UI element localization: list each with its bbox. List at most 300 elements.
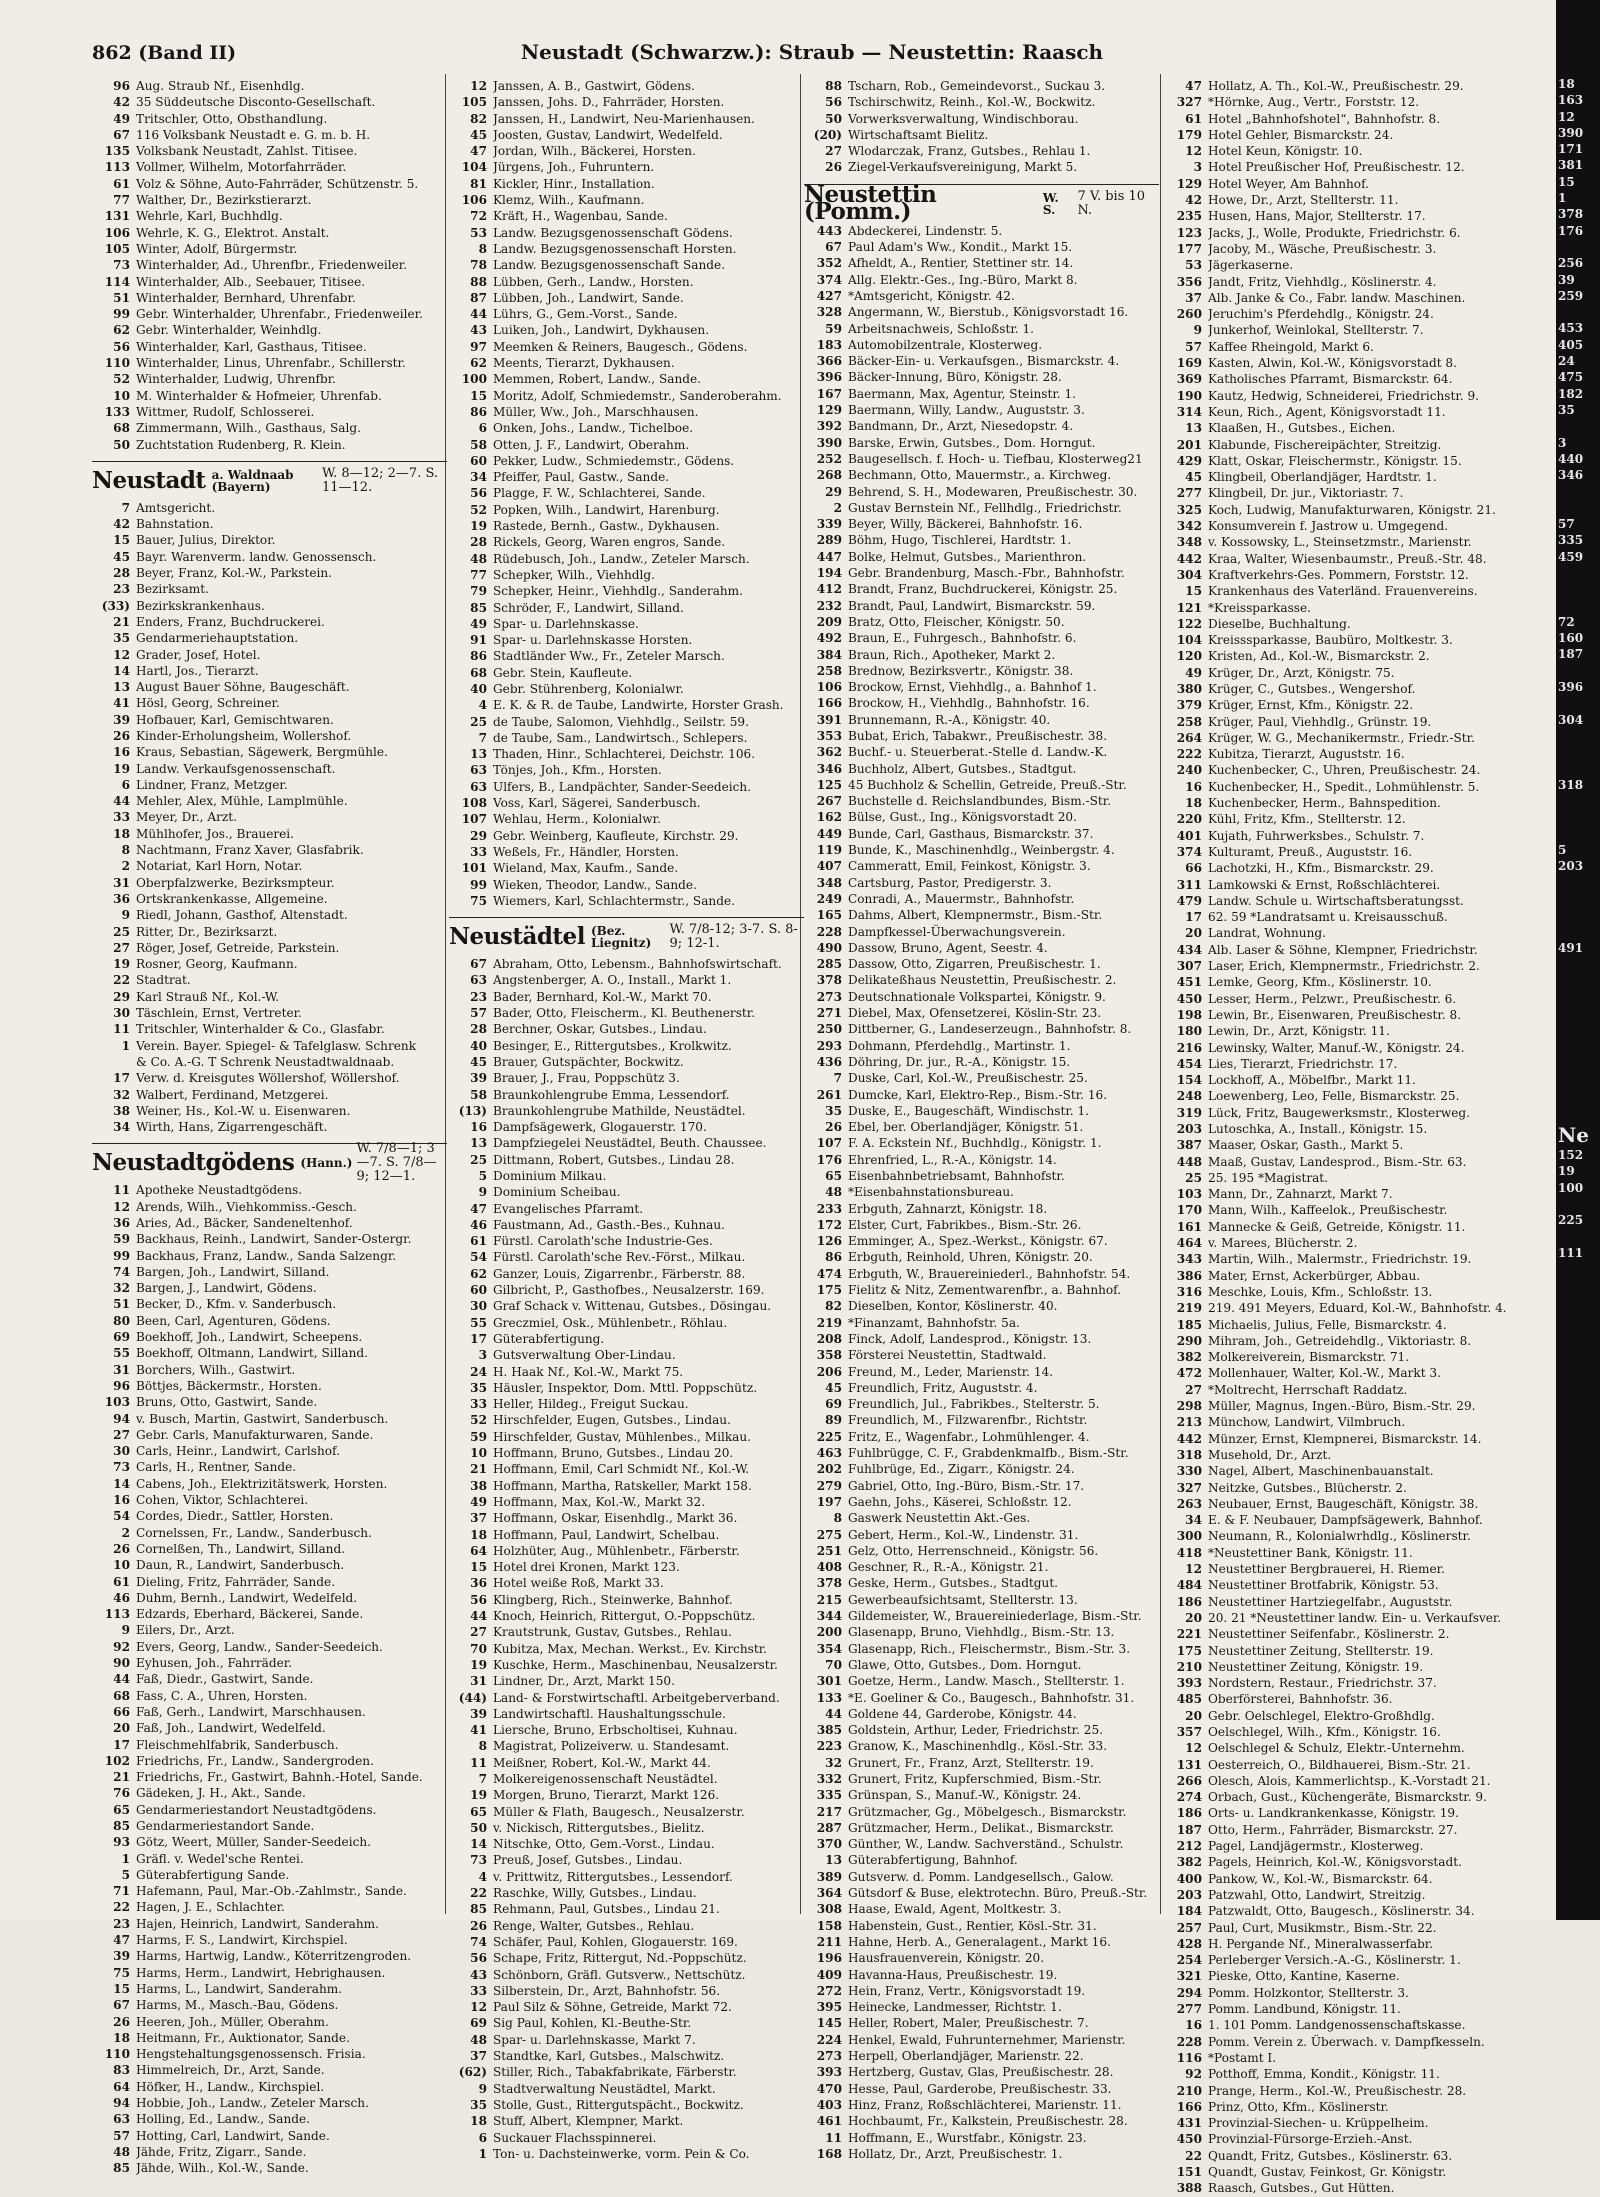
- phone-number: 354: [816, 1641, 842, 1656]
- phone-number: (62): [458, 2065, 487, 2080]
- phone-number: 328: [816, 305, 842, 320]
- directory-entry: [804, 679, 1159, 695]
- directory-entry: [804, 1657, 1159, 1673]
- directory-entry: [92, 972, 447, 988]
- phone-number: 442: [1176, 551, 1202, 566]
- directory-entry: [1164, 1121, 1519, 1137]
- subscriber-name: Wittmer, Rudolf, Schlosserei.: [136, 404, 315, 419]
- phone-number: 79: [470, 584, 487, 599]
- directory-entry: [1164, 1854, 1519, 1870]
- phone-number: 267: [816, 794, 842, 809]
- town-name: Neustettin (Pomm.): [804, 181, 937, 225]
- adjacent-page-number: [1558, 1196, 1600, 1212]
- phone-number: 13: [470, 747, 487, 762]
- phone-number: 6: [478, 2130, 487, 2145]
- phone-number: 22: [113, 1900, 130, 1915]
- phone-number: 63: [470, 779, 487, 794]
- subscriber-name: Finck, Adolf, Landesprod., Königstr. 13.: [848, 1331, 1092, 1346]
- subscriber-name: Meißner, Robert, Kol.-W., Markt 44.: [493, 1755, 711, 1770]
- directory-entry: [92, 1378, 447, 1394]
- directory-entry: [449, 225, 804, 241]
- phone-number: 6: [121, 777, 130, 792]
- phone-number: 180: [1176, 1024, 1202, 1039]
- adjacent-page-number: 453: [1558, 321, 1584, 336]
- subscriber-name: Beyer, Willy, Bäckerei, Bahnhofstr. 16.: [848, 517, 1083, 532]
- subscriber-name: Granow, K., Maschinenhdlg., Kösl.-Str. 33.: [848, 1739, 1108, 1754]
- directory-entry: [449, 1135, 804, 1151]
- adjacent-page-number: 440: [1558, 451, 1584, 466]
- directory-entry: [1164, 991, 1519, 1007]
- phone-number: 15: [470, 388, 487, 403]
- phone-number: 261: [816, 1087, 842, 1102]
- subscriber-name: 219. 491 Meyers, Eduard, Kol.-W., Bahnhofstr. 4.: [1208, 1301, 1507, 1316]
- directory-entry: [449, 746, 804, 762]
- subscriber-name: Fürstl. Carolath'sche Rev.-Först., Milkau.: [493, 1250, 746, 1265]
- subscriber-name: Schepker, Wilh., Viehhdlg.: [493, 567, 655, 582]
- directory-entry: [449, 1738, 804, 1754]
- subscriber-name: Friedrichs, Fr., Landw., Sandergroden.: [136, 1753, 374, 1768]
- directory-entry: [449, 518, 804, 534]
- subscriber-name: Bargen, J., Landwirt, Gödens.: [136, 1281, 317, 1296]
- directory-entry: [804, 1087, 1159, 1103]
- subscriber-name: Jähde, Fritz, Zigarr., Sande.: [136, 2144, 307, 2159]
- subscriber-name: Gutsverw. d. Pomm. Landgesellsch., Galow.: [848, 1869, 1114, 1884]
- subscriber-name: 45 Buchholz & Schellin, Getreide, Preuß.-Str.: [848, 777, 1127, 792]
- phone-number: 37: [1185, 290, 1202, 305]
- phone-number: 108: [461, 796, 487, 811]
- directory-entry: [804, 1298, 1159, 1314]
- adjacent-page-number: [1558, 1375, 1600, 1391]
- adjacent-page-number: [1558, 907, 1600, 923]
- phone-number: 101: [461, 861, 487, 876]
- subscriber-name: Knoch, Heinrich, Rittergut, O.-Poppschütz.: [493, 1609, 756, 1624]
- directory-entry: [449, 1282, 804, 1298]
- phone-number: 17: [113, 1071, 130, 1086]
- subscriber-name: Otto, Herm., Fahrräder, Bismarckstr. 27.: [1208, 1822, 1458, 1837]
- subscriber-name: Lück, Fritz, Baugewerksmstr., Klosterweg.: [1208, 1105, 1470, 1120]
- subscriber-name: Dampfkessel-Überwachungsverein.: [848, 924, 1066, 939]
- directory-entry: [92, 1459, 447, 1475]
- directory-entry: [449, 1429, 804, 1445]
- directory-entry: [449, 2032, 804, 2048]
- subscriber-name: Gendarmeriestandort Sande.: [136, 1818, 315, 1833]
- phone-number: 107: [461, 812, 487, 827]
- directory-entry: [804, 1135, 1159, 1151]
- phone-number: 168: [816, 2146, 842, 2161]
- directory-entry: [1164, 1708, 1519, 1724]
- directory-entry: [1164, 159, 1519, 175]
- adjacent-page-number: [1558, 1277, 1600, 1293]
- phone-number: 106: [104, 225, 130, 240]
- subscriber-name: Oberpfalzwerke, Bezirksmpteur.: [136, 875, 335, 890]
- subscriber-name: Stadtverwaltung Neustädtel, Markt.: [493, 2081, 716, 2096]
- directory-entry: [449, 502, 804, 518]
- phone-number: 126: [816, 1234, 842, 1249]
- directory-entry: [449, 143, 804, 159]
- phone-number: 81: [470, 176, 487, 191]
- directory-entry: [804, 598, 1159, 614]
- adjacent-page-number: [1558, 1086, 1600, 1102]
- phone-number: 73: [113, 1460, 130, 1475]
- phone-number: 7: [478, 1771, 487, 1786]
- directory-entry: [804, 1347, 1159, 1363]
- subscriber-name: Dittmann, Robert, Gutsbes., Lindau 28.: [493, 1152, 735, 1167]
- directory-entry: [449, 989, 804, 1005]
- phone-number: 46: [113, 1590, 130, 1605]
- subscriber-name: Gütsdorf & Buse, elektrotechn. Büro, Preuß.-Str.: [848, 1886, 1148, 1901]
- subscriber-name: v. Nickisch, Rittergutsbes., Bielitz.: [493, 1820, 705, 1835]
- phone-number: 24: [470, 1364, 487, 1379]
- directory-entry: [449, 1087, 804, 1103]
- phone-number: 104: [461, 160, 487, 175]
- directory-entry: [804, 94, 1159, 110]
- subscriber-name: Jähde, Wilh., Kol.-W., Sande.: [136, 2161, 309, 2176]
- subscriber-name: Bruns, Otto, Gastwirt, Sande.: [136, 1395, 318, 1410]
- directory-entry: [92, 1411, 447, 1427]
- subscriber-name: Buchstelle d. Reichslandbundes, Bism.-Str.: [848, 794, 1112, 809]
- subscriber-name: Besinger, E., Rittergutsbes., Krolkwitz.: [493, 1038, 732, 1053]
- subscriber-name: Münzer, Ernst, Klempnerei, Bismarckstr. 14.: [1208, 1431, 1482, 1446]
- directory-entry: [804, 2113, 1159, 2129]
- directory-entry: [804, 565, 1159, 581]
- subscriber-name: Schäfer, Paul, Kohlen, Glogauerstr. 169.: [493, 1934, 738, 1949]
- adjacent-page-number: [1558, 956, 1600, 972]
- directory-entry: [92, 516, 447, 532]
- directory-entry: [1164, 339, 1519, 355]
- subscriber-name: H. Pergande Nf., Mineralwasserfabr.: [1208, 1936, 1434, 1951]
- directory-entry: [449, 616, 804, 632]
- adjacent-page-number: 5: [1558, 842, 1567, 857]
- directory-entry: [1164, 1072, 1519, 1088]
- directory-entry: [804, 1608, 1159, 1624]
- directory-entry: [92, 420, 447, 436]
- directory-entry: [804, 386, 1159, 402]
- subscriber-name: Tschirschwitz, Reinh., Kol.-W., Bockwitz.: [848, 95, 1096, 110]
- phone-number: 73: [470, 1853, 487, 1868]
- phone-number: 60: [470, 1283, 487, 1298]
- directory-entry: [804, 435, 1159, 451]
- subscriber-name: Neubauer, Ernst, Baugeschäft, Königstr. 38.: [1208, 1496, 1479, 1511]
- directory-entry: [449, 893, 804, 909]
- directory-entry: [92, 598, 447, 614]
- adjacent-page-number: 163: [1558, 93, 1584, 108]
- directory-entry: [804, 1005, 1159, 1021]
- phone-number: 223: [816, 1739, 842, 1754]
- phone-number: 201: [1176, 437, 1202, 452]
- subscriber-name: Fass, C. A., Uhren, Horsten.: [136, 1688, 308, 1703]
- subscriber-name: Dieselben, Kontor, Köslinerstr. 40.: [848, 1299, 1058, 1314]
- subscriber-name: Suckauer Flachsspinnerei.: [493, 2130, 657, 2145]
- phone-number: 225: [816, 1429, 842, 1444]
- subscriber-name: Hagen, J. E., Schlachter.: [136, 1900, 285, 1915]
- phone-number: 287: [816, 1820, 842, 1835]
- directory-entry: [1164, 2148, 1519, 2164]
- phone-number: 44: [113, 794, 130, 809]
- directory-entry: [804, 2146, 1159, 2162]
- subscriber-name: Wiemers, Karl, Schlachtermstr., Sande.: [493, 893, 735, 908]
- subscriber-name: Lührs, G., Gem.-Vorst., Sande.: [493, 307, 678, 322]
- phone-number: 386: [1176, 1268, 1202, 1283]
- directory-entry: [1164, 697, 1519, 713]
- phone-number: 391: [816, 712, 842, 727]
- phone-number: 56: [113, 339, 130, 354]
- directory-entry: [449, 1461, 804, 1477]
- phone-number: 31: [470, 1674, 487, 1689]
- directory-entry: [92, 1606, 447, 1622]
- directory-entry: [449, 1722, 804, 1738]
- directory-entry: [804, 1038, 1159, 1054]
- directory-entry: [1164, 1414, 1519, 1430]
- phone-number: 219: [816, 1315, 842, 1330]
- directory-entry: [1164, 1789, 1519, 1805]
- phone-number: 448: [1176, 1154, 1202, 1169]
- phone-number: 92: [113, 1639, 130, 1654]
- subscriber-name: *Moltrecht, Herrschaft Raddatz.: [1208, 1382, 1408, 1397]
- phone-number: 33: [470, 844, 487, 859]
- directory-entry: [1164, 583, 1519, 599]
- subscriber-name: Spar- u. Darlehnskasse, Markt 7.: [493, 2032, 696, 2047]
- directory-entry: [92, 290, 447, 306]
- subscriber-name: Harms, Hartwig, Landw., Köterritzengroden.: [136, 1949, 412, 1964]
- phone-number: 3: [478, 1348, 487, 1363]
- subscriber-name: Hajen, Heinrich, Landwirt, Sanderahm.: [136, 1916, 379, 1931]
- phone-number: 183: [816, 337, 842, 352]
- phone-number: 45: [113, 549, 130, 564]
- directory-entry: [449, 1706, 804, 1722]
- adjacent-page-number: 203: [1558, 859, 1584, 874]
- phone-number: (33): [101, 598, 130, 613]
- directory-entry: [449, 1217, 804, 1233]
- subscriber-name: *Hörnke, Aug., Vertr., Forststr. 12.: [1208, 95, 1420, 110]
- subscriber-name: Mihram, Joh., Getreidehdlg., Viktoriastr. 8.: [1208, 1333, 1472, 1348]
- subscriber-name: Heller, Hildeg., Freigut Suckau.: [493, 1397, 689, 1412]
- directory-entry: [1164, 1871, 1519, 1887]
- subscriber-name: Bechmann, Otto, Mauermstr., a. Kirchweg.: [848, 468, 1112, 483]
- phone-number: 122: [1176, 616, 1202, 631]
- subscriber-name: Oesterreich, O., Bildhauerei, Bism.-Str. 21.: [1208, 1757, 1471, 1772]
- directory-entry: [92, 1005, 447, 1021]
- subscriber-name: *Amtsgericht, Königstr. 42.: [848, 288, 1015, 303]
- subscriber-name: Neustettiner Brotfabrik, Königstr. 53.: [1208, 1578, 1439, 1593]
- subscriber-name: Gabriel, Otto, Ing.-Büro, Bism.-Str. 17.: [848, 1478, 1085, 1493]
- directory-entry: [804, 143, 1159, 159]
- subscriber-name: Lübben, Gerh., Landw., Horsten.: [493, 274, 694, 289]
- phone-number: 40: [470, 1038, 487, 1053]
- phone-number: 77: [113, 193, 130, 208]
- phone-number: 47: [470, 1201, 487, 1216]
- phone-number: 42: [1185, 193, 1202, 208]
- directory-entry: [449, 600, 804, 616]
- directory-entry: [1164, 779, 1519, 795]
- phone-number: 8: [478, 241, 487, 256]
- subscriber-name: Hoffmann, Martha, Ratskeller, Markt 158.: [493, 1478, 752, 1493]
- phone-number: 120: [1176, 649, 1202, 664]
- directory-entry: [449, 2097, 804, 2113]
- phone-number: 97: [470, 339, 487, 354]
- phone-number: 1: [121, 1851, 130, 1866]
- adjacent-page-number: [1558, 483, 1600, 499]
- phone-number: 107: [816, 1136, 842, 1151]
- phone-number: 66: [113, 1704, 130, 1719]
- phone-number: 2: [121, 1525, 130, 1540]
- subscriber-name: Cartsburg, Pastor, Predigerstr. 3.: [848, 875, 1052, 890]
- directory-entry: [1164, 600, 1519, 616]
- directory-entry: [1164, 1952, 1519, 1968]
- column-divider: [1160, 74, 1161, 1914]
- subscriber-name: Erbguth, Zahnarzt, Königstr. 18.: [848, 1201, 1048, 1216]
- subscriber-name: Mannecke & Geiß, Getreide, Königstr. 11.: [1208, 1219, 1466, 1234]
- phone-number: 34: [470, 470, 487, 485]
- directory-entry: [804, 940, 1159, 956]
- directory-entry: [449, 1608, 804, 1624]
- directory-entry: [449, 1168, 804, 1184]
- phone-number: 41: [113, 696, 130, 711]
- phone-number: 27: [113, 940, 130, 955]
- service-hours: W. 8—12; 2—7. S. 11—12.: [321, 465, 439, 495]
- phone-number: 447: [816, 549, 842, 564]
- town-region: (Hann.): [300, 1156, 353, 1171]
- directory-entry: [449, 1038, 804, 1054]
- subscriber-name: Janssen, H., Landwirt, Neu-Marienhausen.: [493, 111, 755, 126]
- directory-entry: [92, 1834, 447, 1850]
- subscriber-name: Harms, M., Masch.-Bau, Gödens.: [136, 1998, 339, 2013]
- phone-number: 378: [816, 973, 842, 988]
- adjacent-page-number: 176: [1558, 223, 1584, 238]
- subscriber-name: Voss, Karl, Sägerei, Sanderbusch.: [493, 796, 701, 811]
- directory-entry: [449, 779, 804, 795]
- directory-entry: [804, 1054, 1159, 1070]
- directory-entry: [1164, 925, 1519, 941]
- directory-entry: [1164, 2050, 1519, 2066]
- directory-entry: [804, 1543, 1159, 1559]
- subscriber-name: Lamkowski & Ernst, Roßschlächterei.: [1208, 877, 1441, 892]
- phone-number: 9: [1193, 323, 1202, 338]
- phone-number: 32: [113, 1087, 130, 1102]
- adjacent-page-number: 24: [1558, 354, 1575, 369]
- directory-entry: [804, 1201, 1159, 1217]
- subscriber-name: Hesse, Paul, Garderobe, Preußischestr. 33.: [848, 2081, 1112, 2096]
- phone-number: 39: [113, 1949, 130, 1964]
- phone-number: 68: [113, 421, 130, 436]
- phone-number: 16: [113, 1493, 130, 1508]
- phone-number: 9: [121, 908, 130, 923]
- directory-entry: [92, 355, 447, 371]
- phone-number: 327: [1176, 1480, 1202, 1495]
- directory-entry: [449, 972, 804, 988]
- phone-number: 321: [1176, 1969, 1202, 1984]
- phone-number: 252: [816, 451, 842, 466]
- subscriber-name: Fritz, E., Wagenfabr., Lohmühlenger. 4.: [848, 1429, 1090, 1444]
- phone-number: 35: [825, 1103, 842, 1118]
- directory-entry: [1164, 632, 1519, 648]
- subscriber-name: Mann, Wilh., Kaffeelok., Preußischestr.: [1208, 1203, 1448, 1218]
- phone-number: 43: [470, 323, 487, 338]
- directory-entry: [1164, 1757, 1519, 1773]
- directory-entry: [449, 1575, 804, 1591]
- phone-number: 77: [470, 567, 487, 582]
- phone-number: 26: [470, 1918, 487, 1933]
- phone-number: 68: [113, 1688, 130, 1703]
- phone-number: 228: [1176, 2034, 1202, 2049]
- phone-number: 362: [816, 745, 842, 760]
- subscriber-name: Faustmann, Ad., Gasth.-Bes., Kuhnau.: [493, 1217, 726, 1232]
- directory-entry: [1164, 1268, 1519, 1284]
- subscriber-name: Bubat, Erich, Tabakwr., Preußischestr. 38.: [848, 728, 1108, 743]
- adjacent-page-number: 19: [1558, 1164, 1575, 1179]
- subscriber-name: Mühlhofer, Jos., Brauerei.: [136, 826, 295, 841]
- phone-number: 409: [816, 1967, 842, 1982]
- phone-number: 18: [113, 2030, 130, 2045]
- phone-number: 21: [113, 1770, 130, 1785]
- phone-number: 38: [113, 1103, 130, 1118]
- subscriber-name: Bargen, Joh., Landwirt, Silland.: [136, 1264, 330, 1279]
- subscriber-name: Gebr. Stührenberg, Kolonialwr.: [493, 681, 684, 696]
- directory-entry: [804, 288, 1159, 304]
- subscriber-name: Kuschke, Herm., Maschinenbau, Neusalzerstr.: [493, 1657, 778, 1672]
- phone-number: 56: [470, 1592, 487, 1607]
- directory-entry: [92, 1021, 447, 1037]
- adjacent-page-number: 39: [1558, 272, 1575, 287]
- phone-number: 10: [113, 388, 130, 403]
- directory-entry: [804, 2032, 1159, 2048]
- town-region: (Bez. Liegnitz): [590, 924, 652, 951]
- directory-entry: [1164, 795, 1519, 811]
- directory-entry: [804, 1282, 1159, 1298]
- subscriber-name: Gebr. Carls, Manufakturwaren, Sande.: [136, 1427, 374, 1442]
- directory-entry: [449, 241, 804, 257]
- subscriber-name: Kulturamt, Preuß., Auguststr. 16.: [1208, 844, 1413, 859]
- directory-entry: [449, 1559, 804, 1575]
- phone-number: 382: [1176, 1350, 1202, 1365]
- subscriber-name: Freundlich, Fritz, Auguststr. 4.: [848, 1380, 1038, 1395]
- directory-entry: [1164, 192, 1519, 208]
- subscriber-name: Arbeitsnachweis, Schloßstr. 1.: [848, 321, 1034, 336]
- phone-number: 45: [825, 1380, 842, 1395]
- directory-entry: [449, 290, 804, 306]
- directory-entry: [449, 1266, 804, 1282]
- phone-number: 443: [816, 223, 842, 238]
- subscriber-name: Standtke, Karl, Gutsbes., Malschwitz.: [493, 2049, 725, 2064]
- phone-number: 61: [113, 176, 130, 191]
- subscriber-name: Spar- u. Darlehnskasse Horsten.: [493, 633, 693, 648]
- subscriber-name: Krautstrunk, Gustav, Gutsbes., Rehlau.: [493, 1625, 732, 1640]
- directory-entry: [92, 712, 447, 728]
- subscriber-name: Bauer, Julius, Direktor.: [136, 533, 276, 548]
- phone-number: 34: [1185, 1513, 1202, 1528]
- phone-number: 49: [470, 1494, 487, 1509]
- adjacent-page-number: [1558, 1359, 1600, 1375]
- subscriber-name: Land- & Forstwirtschaftl. Arbeitgeberverband.: [493, 1690, 780, 1705]
- phone-number: 36: [470, 1576, 487, 1591]
- subscriber-name: Junkerhof, Weinlokal, Stellterstr. 7.: [1208, 323, 1424, 338]
- subscriber-name: Quandt, Fritz, Gutsbes., Köslinerstr. 63.: [1208, 2148, 1453, 2163]
- subscriber-name: Hotel Preußischer Hof, Preußischestr. 12.: [1208, 160, 1465, 175]
- phone-number: 285: [816, 957, 842, 972]
- directory-entry: [92, 1427, 447, 1443]
- adjacent-page-number: 57: [1558, 517, 1575, 532]
- directory-entry: [804, 1722, 1159, 1738]
- subscriber-name: Volz & Söhne, Auto-Fahrräder, Schützenstr. 5.: [136, 176, 419, 191]
- directory-entry: [1164, 111, 1519, 127]
- subscriber-name: Lindner, Dr., Arzt, Markt 150.: [493, 1674, 675, 1689]
- subscriber-name: Bunde, K., Maschinenhdlg., Weinbergstr. 4.: [848, 843, 1115, 858]
- adjacent-page-number: 318: [1558, 777, 1584, 792]
- directory-entry: [1164, 1431, 1519, 1447]
- directory-entry: [92, 1899, 447, 1915]
- phone-number: 167: [816, 386, 842, 401]
- subscriber-name: Güterabfertigung Sande.: [136, 1867, 290, 1882]
- directory-entry: [804, 907, 1159, 923]
